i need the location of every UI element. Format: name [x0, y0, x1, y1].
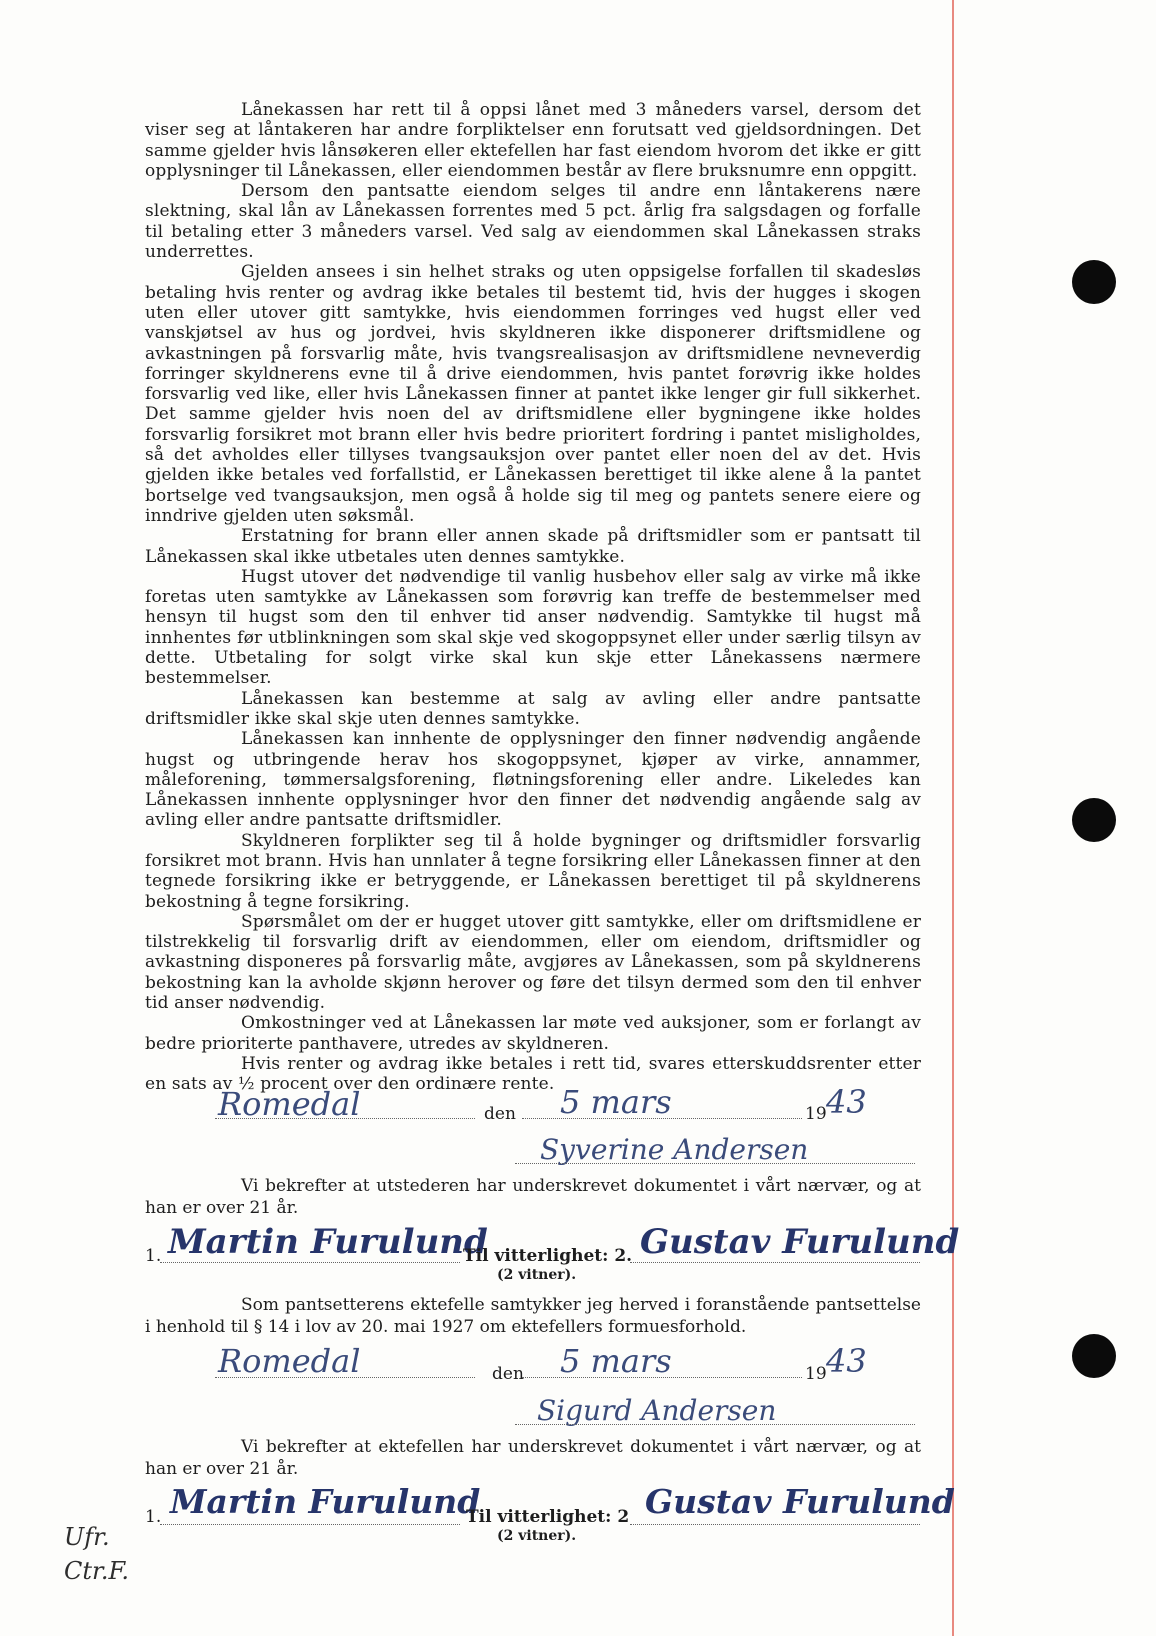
witness-1-signature: Martin Furulund [170, 1482, 481, 1521]
place-line [215, 1377, 475, 1378]
witness-line [630, 1524, 920, 1525]
witness-2-signature: Gustav Furulund [645, 1482, 955, 1521]
date-line [522, 1377, 802, 1378]
date-handwritten: 5 mars [560, 1342, 672, 1380]
den-label: den [484, 1104, 516, 1124]
punch-hole [1072, 1334, 1116, 1378]
year-prefix: 19 [805, 1364, 827, 1384]
paragraph: Lånekassen har rett til å oppsi lånet med 3 måneders varsel, dersom det viser seg at låntakeren har andre forpliktelser enn forutsatt ved gjeldsordningen. Det samme gjelder hvis lånsøkeren eller ektefellen har fast eiendom hvorom det ikke er gitt opplysninger til Lånekassen, eller eiendommen består av flere bruksnumre enn oppgitt. [145, 100, 921, 181]
date-line [522, 1118, 802, 1119]
signer-signature: Syverine Andersen [540, 1133, 809, 1166]
den-label: den [492, 1364, 524, 1384]
margin-line [952, 0, 954, 1636]
witness-count-note: (2 vitner). [497, 1267, 577, 1283]
punch-hole [1072, 260, 1116, 304]
witness-line [630, 1262, 920, 1263]
witness-line [160, 1262, 460, 1263]
paragraph: Omkostninger ved at Lånekassen lar møte ved auksjoner, som er forlangt av bedre prioriterte panthavere, utredes av skyldneren. [145, 1013, 921, 1054]
paragraph: Spørsmålet om der er hugget utover gitt samtykke, eller om driftsmidlene er tilstrekkelig til forsvarlig drift av eiendommen, eller om eiendom, driftsmidler og avkastning disponeres på forsvarlig måte, avgjøres av Lånekassen, som på skyldnerens bekostning kan la avholde skjønn herover og føre det tilsyn dermed som den til enhver tid anser nødvendig. [145, 911, 921, 1014]
paragraph: Erstatning for brann eller annen skade på driftsmidler som er pantsatt til Lånekassen skal ikke utbetales uten dennes samtykke. [145, 526, 921, 567]
witness-2-signature: Gustav Furulund [640, 1222, 960, 1262]
year-prefix: 19 [805, 1104, 827, 1124]
paragraph: Hugst utover det nødvendige til vanlig husbehov eller salg av virke må ikke foretas uten samtykke av Lånekassen som forøvrig kan treffe de bestemmelser med hensyn til hugst som den til enhver tid anser nødvendig. Samtykke til hugst må innhentes før utblinkningen som skal skje ved skogoppsynet eller under særlig tilsyn av dette. Utbetaling for solgt virke skal kun skje etter Lånekassens nærmere bestemmelser. [145, 566, 921, 689]
spouse-witness-statement: Vi bekrefter at ektefellen har underskrevet dokumentet i vårt nærvær, og at han er over 21 år. [145, 1437, 921, 1479]
year-handwritten: 43 [826, 1083, 867, 1121]
loan-terms-text [145, 100, 921, 1095]
paragraph: Lånekassen kan innhente de opplysninger den finner nødvendig angående hugst og utbringende herav hos skogoppsynet, kjøper av virke, annammer, måleforening, tømmersalgsforening, fløtningsforening eller andre. Likeledes kan Lånekassen innhente opplysninger hvor den finner det nødvendig angående salg av avling eller andre pantsatte driftsmidler. [145, 729, 921, 831]
witness-statement: Vi bekrefter at utstederen har underskrevet dokumentet i vårt nærvær, og at han er over 21 år. [145, 1176, 921, 1218]
punch-hole [1072, 798, 1116, 842]
spouse-signature: Sigurd Andersen [537, 1394, 777, 1427]
place-line [215, 1118, 475, 1119]
signature-line [515, 1163, 915, 1164]
witness-count-note: (2 vitner). [497, 1528, 577, 1544]
place-handwritten: Romedal [218, 1342, 361, 1380]
date-handwritten: 5 mars [560, 1083, 672, 1121]
margin-handwritten-note: Ufr. Ctr.F. [64, 1523, 130, 1585]
paragraph: Skyldneren forplikter seg til å holde bygninger og driftsmidler forsvarlig forsikret mot brann. Hvis han unnlater å tegne forsikring eller Lånekassen finner at den tegnede forsikring ikke er betryggende, er Lånekassen berettiget til på skyldnerens bekostning å tegne forsikring. [145, 830, 921, 912]
paragraph: Gjelden ansees i sin helhet straks og uten oppsigelse forfallen til skadesløs betaling hvis renter og avdrag ikke betales til bestemt tid, hvis der hugges i skogen uten eller utover gitt samtykke, hvis eiendommen forringes ved hugst eller ved vanskjøtsel av hus og jordvei, hvis skyldneren ikke disponerer driftsmidlene og avkastningen på forsvarlig måte, hvis tvangsrealisasjon av driftsmidlene nevneverdig forringer skyldnerens evne til å drive eiendommen, hvis pantet forøvrig ikke holdes forsvarlig ved like, eller hvis Lånekassen finner at pantet ikke lenger gir full sikkerhet. Det samme gjelder hvis noen del av driftsmidlene eller bygningene ikke holdes forsvarlig forsikret mot brann eller hvis bedre prioritert fordring i pantet misligholdes, så det avholdes eller tillyses tvangsauksjon over pantet eller noen del av det. Hvis gjelden ikke betales ved forfallstid, er Lånekassen berettiget til ikke alene å la pantet bortselge ved tvangsauksjon, men også å holde sig til meg og pantets senere eiere og inndrive gjelden uten søksmål. [145, 262, 921, 526]
signature-line [515, 1424, 915, 1425]
paragraph: Dersom den pantsatte eiendom selges til andre enn låntakerens nære slektning, skal lån av Lånekassen forrentes med 5 pct. årlig fra salgsdagen og forfalle til betaling etter 3 måneders varsel. Ved salg av eiendommen skal Lånekassen straks underrettes. [145, 181, 921, 263]
paragraph: Hvis renter og avdrag ikke betales i rett tid, svares etterskuddsrenter etter en sats av ½ procent over den ordinære rente. [145, 1053, 921, 1095]
year-handwritten: 43 [826, 1342, 867, 1380]
vitterlighet-label: Til vitterlighet: 2 [466, 1507, 630, 1527]
place-handwritten: Romedal [218, 1085, 361, 1123]
paragraph: Lånekassen kan bestemme at salg av avling eller andre pantsatte driftsmidler ikke skal skje uten dennes samtykke. [145, 688, 921, 729]
vitterlighet-label: Til vitterlighet: 2. [463, 1246, 633, 1266]
witness-number-1: 1. [145, 1246, 162, 1266]
spouse-consent-statement: Som pantsetterens ektefelle samtykker jeg herved i foranstående pantsettelse i henhold til § 14 i lov av 20. mai 1927 om ektefellers formuesforhold. [145, 1295, 921, 1337]
witness-line [160, 1524, 460, 1525]
witness-1-signature: Martin Furulund [168, 1222, 488, 1262]
witness-number-1: 1. [145, 1507, 162, 1527]
